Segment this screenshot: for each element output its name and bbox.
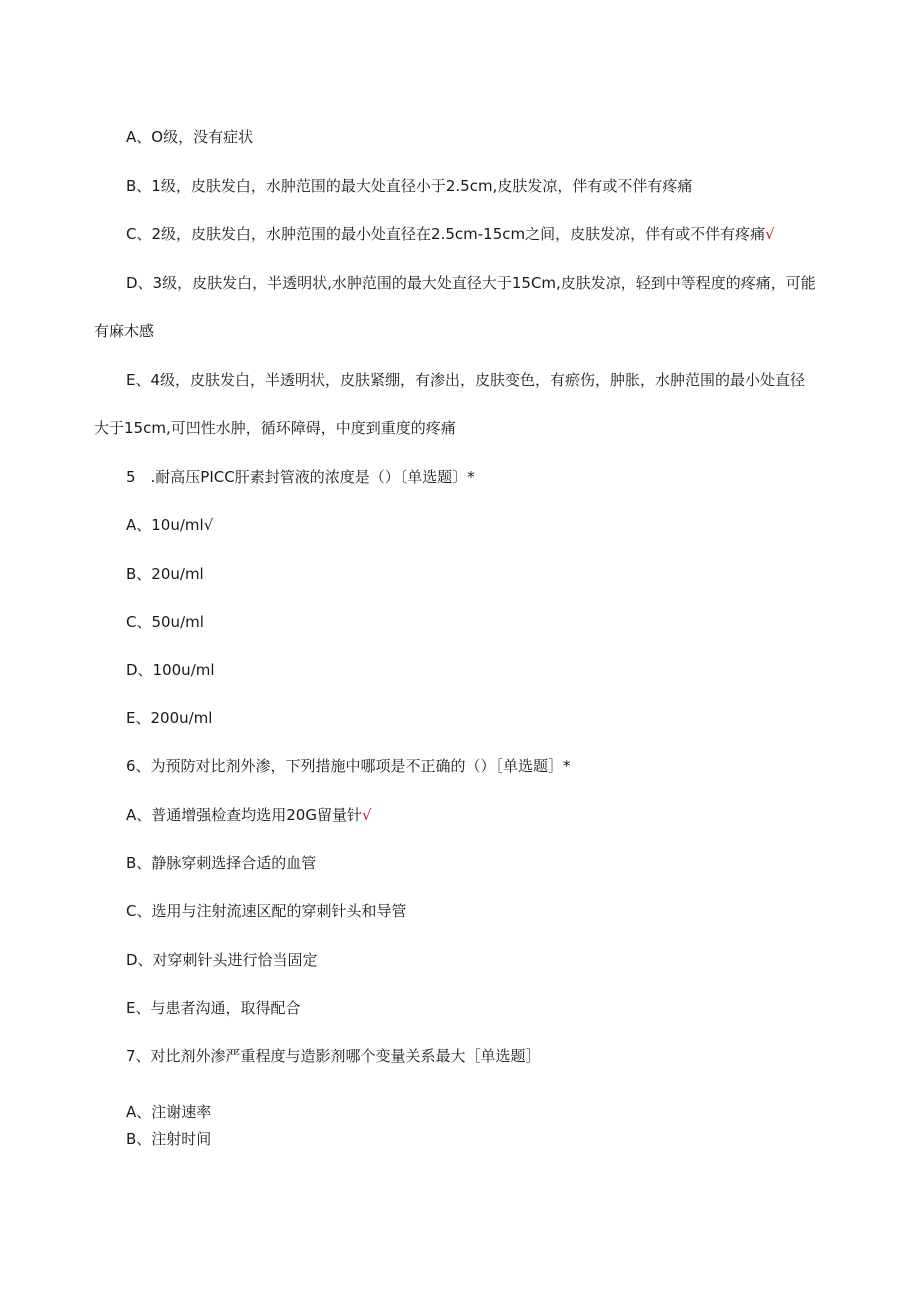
q6-stem: 6、为预防对比剂外渗，下列措施中哪项是不正确的（）［单选题］* [126, 757, 571, 775]
q6-option-e: E、与患者沟通，取得配合 [126, 999, 301, 1017]
q4-option-e-line1: E、4级，皮肤发白，半透明状，皮肤紧绷，有渗出，皮肤变色，有瘀伤，肿胀，水肿范围的最小处直径 [126, 371, 806, 389]
q4-option-d-line1: D、3级，皮肤发白，半透明状,水肿范围的最大处直径大于15Cm,皮肤发凉，轻到中等程度的疼痛，可能 [126, 274, 816, 292]
q4-option-a: A、O级，没有症状 [126, 128, 254, 146]
q4-option-b: B、1级，皮肤发白，水肿范围的最大处直径小于2.5cm,皮肤发凉，伴有或不伴有疼痛 [126, 177, 693, 195]
q6-option-a: A、普通增强检查均选用20G留量针√ [126, 806, 372, 824]
q6-option-c: C、选用与注射流速区配的穿刺针头和导管 [126, 902, 407, 920]
q5-option-a: A、10u∕ml√ [126, 516, 214, 534]
q4-option-e-line2: 大于15cm,可凹性水肿，循环障碍，中度到重度的疼痛 [94, 419, 456, 437]
correct-check-mark: √ [765, 225, 775, 243]
correct-check-mark: √ [361, 806, 372, 824]
q5-option-b: B、20u∕ml [126, 565, 204, 583]
q4-option-d-line2: 有麻木感 [94, 322, 155, 340]
q5-option-e: E、200u∕ml [126, 709, 213, 727]
q4-option-c: C、2级，皮肤发白，水肿范围的最小处直径在2.5cm-15cm之间，皮肤发凉，伴有或不伴有疼痛√ [126, 225, 775, 243]
q7-option-b: B、注射时间 [126, 1130, 212, 1148]
q5-option-d: D、100u∕ml [126, 661, 215, 679]
q6-option-b: B、静脉穿刺选择合适的血管 [126, 854, 317, 872]
q7-option-a: A、注谢速率 [126, 1103, 212, 1121]
q7-stem: 7、对比剂外渗严重程度与造影剂哪个变量关系最大［单选题］ [126, 1047, 541, 1065]
q6-option-d: D、对穿刺针头进行恰当固定 [126, 951, 318, 969]
q5-stem: 5 .耐高压PICC肝素封管液的浓度是（）〔单选题〕* [126, 468, 475, 486]
q5-option-c: C、50u∕ml [126, 613, 204, 631]
correct-check-mark: √ [203, 516, 214, 534]
